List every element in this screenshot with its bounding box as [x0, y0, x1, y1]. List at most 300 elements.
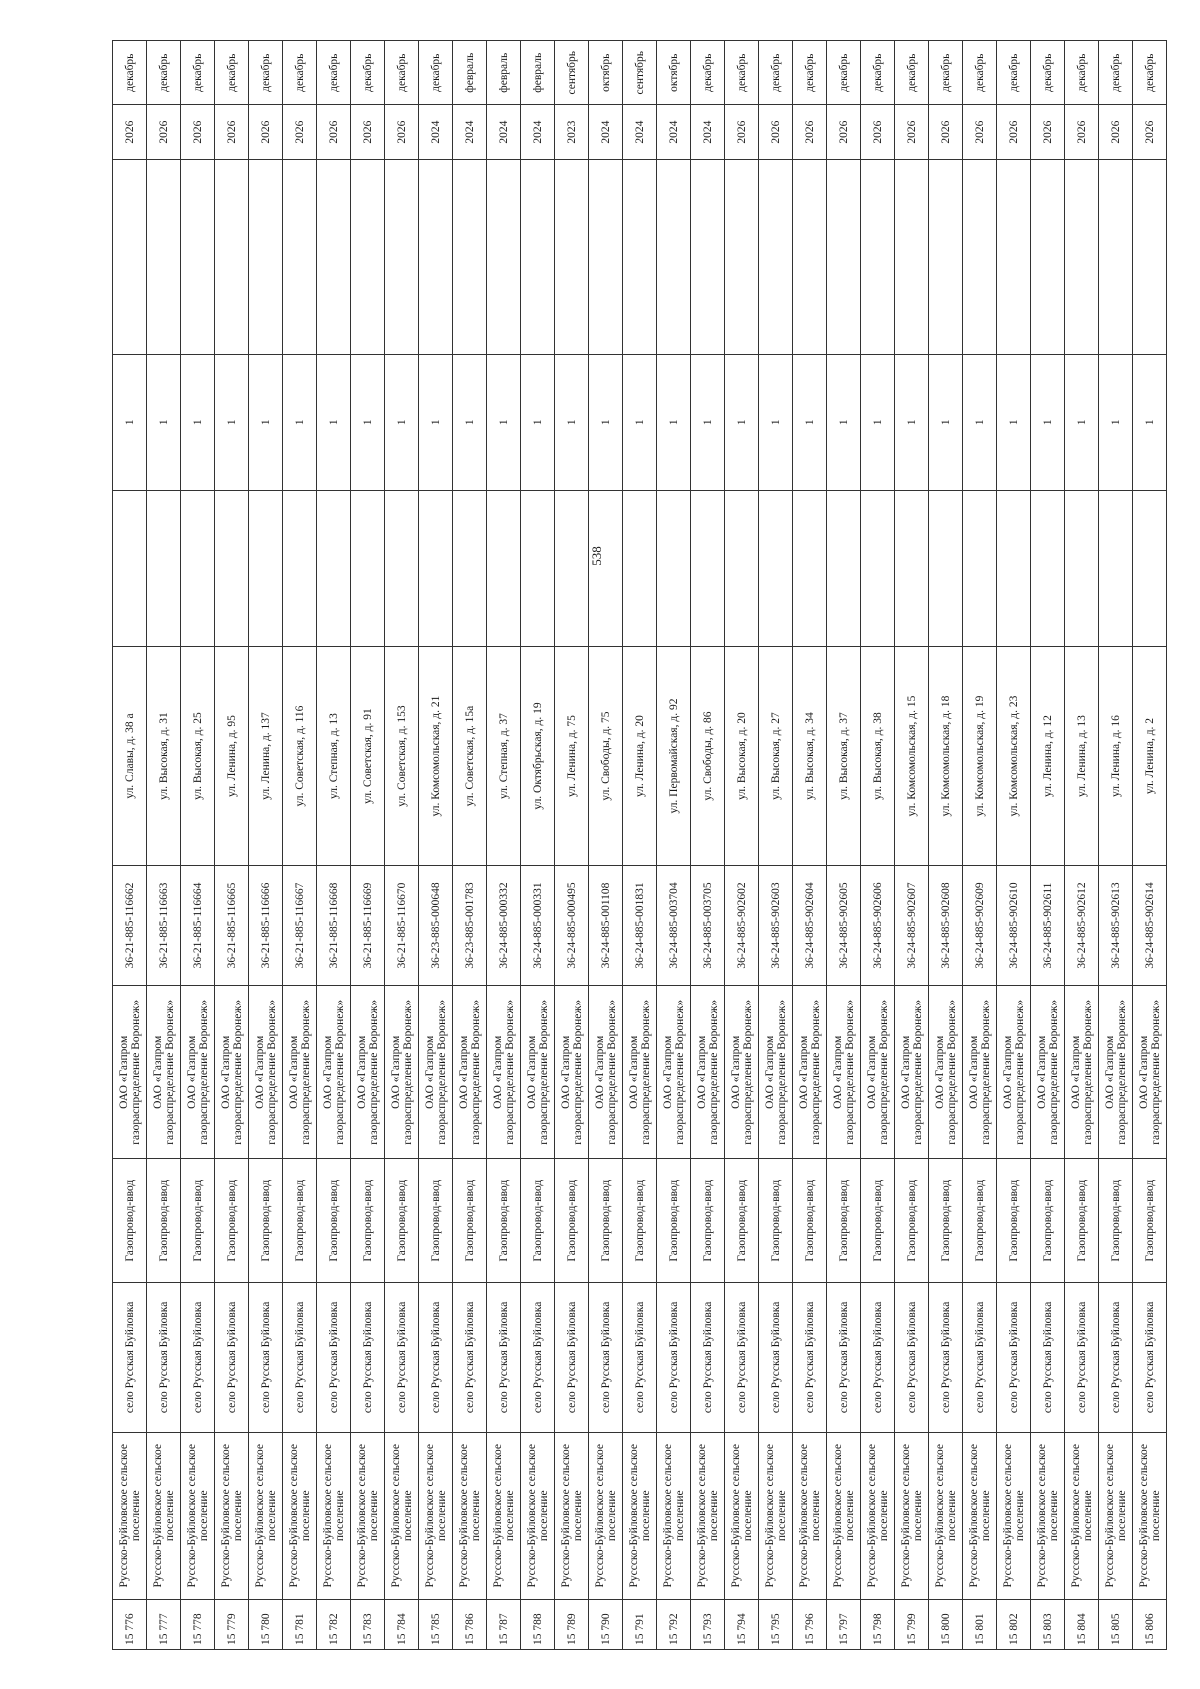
cell-address: ул. Высокая, д. 31 — [147, 647, 181, 865]
cell-address: ул. Ленина, д. 20 — [623, 647, 657, 865]
cell-municipality: Руссско-Буйловское сельское поселение — [385, 1432, 419, 1599]
cell-num: 15 795 — [759, 1599, 793, 1649]
cell-month: декабрь — [1031, 41, 1065, 105]
cell-year: 2024 — [623, 105, 657, 159]
cell-cadastral-number: 36-24-885-003705 — [691, 865, 725, 986]
cell-blank — [113, 490, 147, 647]
cell-num: 15 787 — [487, 1599, 521, 1649]
cell-blank — [181, 490, 215, 647]
cell-address: ул. Октябрьская, д. 19 — [521, 647, 555, 865]
cell-settlement: село Русская Буйловка — [351, 1282, 385, 1432]
cell-year: 2026 — [929, 105, 963, 159]
cell-year: 2024 — [453, 105, 487, 159]
cell-year: 2024 — [521, 105, 555, 159]
cell-address: ул. Высокая, д. 27 — [759, 647, 793, 865]
cell-settlement: село Русская Буйловка — [317, 1282, 351, 1432]
cell-settlement: село Русская Буйловка — [453, 1282, 487, 1432]
cell-owner: ОАО «Газпром газораспределение Воронеж» — [181, 986, 215, 1159]
cell-blank2 — [351, 159, 385, 354]
cell-address: ул. Советская, д. 91 — [351, 647, 385, 865]
cell-municipality: Руссско-Буйловское сельское поселение — [793, 1432, 827, 1599]
cell-address: ул. Комсомольская, д. 21 — [419, 647, 453, 865]
cell-settlement: село Русская Буйловка — [215, 1282, 249, 1432]
cell-address: ул. Первомайская, д. 92 — [657, 647, 691, 865]
cell-cadastral-number: 36-24-885-902608 — [929, 865, 963, 986]
cell-settlement: село Русская Буйловка — [113, 1282, 147, 1432]
cell-object-type: Газопровод-ввод — [181, 1159, 215, 1283]
cell-month: декабрь — [419, 41, 453, 105]
cell-month: декабрь — [317, 41, 351, 105]
cell-cadastral-number: 36-24-885-902611 — [1031, 865, 1065, 986]
cell-year: 2026 — [1099, 105, 1133, 159]
cell-quantity: 1 — [317, 354, 351, 490]
cell-object-type: Газопровод-ввод — [861, 1159, 895, 1283]
cell-num: 15 793 — [691, 1599, 725, 1649]
cell-cadastral-number: 36-24-885-000495 — [555, 865, 589, 986]
cell-blank2 — [181, 159, 215, 354]
cell-cadastral-number: 36-24-885-902603 — [759, 865, 793, 986]
cell-num: 15 794 — [725, 1599, 759, 1649]
cell-blank2 — [759, 159, 793, 354]
cell-address: ул. Высокая, д. 38 — [861, 647, 895, 865]
cell-year: 2026 — [827, 105, 861, 159]
cell-municipality: Руссско-Буйловское сельское поселение — [929, 1432, 963, 1599]
table-row — [215, 41, 249, 1650]
cell-cadastral-number: 36-21-885-116667 — [283, 865, 317, 986]
cell-year: 2026 — [1065, 105, 1099, 159]
cell-blank2 — [487, 159, 521, 354]
cell-address: ул. Советская, д. 116 — [283, 647, 317, 865]
cell-owner: ОАО «Газпром газораспределение Воронеж» — [657, 986, 691, 1159]
table-row — [521, 41, 555, 1650]
cell-quantity: 1 — [725, 354, 759, 490]
cell-owner: ОАО «Газпром газораспределение Воронеж» — [1133, 986, 1167, 1159]
cell-month: декабрь — [249, 41, 283, 105]
cell-year: 2026 — [1133, 105, 1167, 159]
table-body — [113, 41, 1167, 1650]
cell-blank2 — [623, 159, 657, 354]
cell-month: октябрь — [589, 41, 623, 105]
table-row — [657, 41, 691, 1650]
cell-blank2 — [215, 159, 249, 354]
cell-municipality: Руссско-Буйловское сельское поселение — [453, 1432, 487, 1599]
cell-blank — [1133, 490, 1167, 647]
cell-settlement: село Русская Буйловка — [147, 1282, 181, 1432]
cell-cadastral-number: 36-21-885-116665 — [215, 865, 249, 986]
cell-blank2 — [589, 159, 623, 354]
cell-blank2 — [657, 159, 691, 354]
page-number: 538 — [588, 546, 604, 566]
cell-object-type: Газопровод-ввод — [895, 1159, 929, 1283]
cell-blank — [453, 490, 487, 647]
cell-cadastral-number: 36-24-885-902609 — [963, 865, 997, 986]
cell-municipality: Руссско-Буйловское сельское поселение — [147, 1432, 181, 1599]
cell-object-type: Газопровод-ввод — [793, 1159, 827, 1283]
cell-quantity: 1 — [691, 354, 725, 490]
cell-address: ул. Высокая, д. 34 — [793, 647, 827, 865]
cell-object-type: Газопровод-ввод — [623, 1159, 657, 1283]
cell-blank2 — [1065, 159, 1099, 354]
cell-month: октябрь — [657, 41, 691, 105]
cell-year: 2026 — [249, 105, 283, 159]
cell-owner: ОАО «Газпром газораспределение Воронеж» — [589, 986, 623, 1159]
cell-blank2 — [419, 159, 453, 354]
cell-object-type: Газопровод-ввод — [589, 1159, 623, 1283]
cell-object-type: Газопровод-ввод — [1065, 1159, 1099, 1283]
table-row — [895, 41, 929, 1650]
table-row — [419, 41, 453, 1650]
cell-blank2 — [793, 159, 827, 354]
cell-blank — [385, 490, 419, 647]
cell-year: 2026 — [1031, 105, 1065, 159]
cell-cadastral-number: 36-24-885-003704 — [657, 865, 691, 986]
cell-blank2 — [963, 159, 997, 354]
cell-quantity: 1 — [351, 354, 385, 490]
cell-settlement: село Русская Буйловка — [589, 1282, 623, 1432]
cell-owner: ОАО «Газпром газораспределение Воронеж» — [385, 986, 419, 1159]
cell-settlement: село Русская Буйловка — [385, 1282, 419, 1432]
cell-blank — [725, 490, 759, 647]
cell-month: декабрь — [861, 41, 895, 105]
cell-blank — [691, 490, 725, 647]
cell-municipality: Руссско-Буйловское сельское поселение — [181, 1432, 215, 1599]
cell-object-type: Газопровод-ввод — [1099, 1159, 1133, 1283]
cell-object-type: Газопровод-ввод — [147, 1159, 181, 1283]
table-row — [589, 41, 623, 1650]
cell-cadastral-number: 36-21-885-116662 — [113, 865, 147, 986]
cell-settlement: село Русская Буйловка — [929, 1282, 963, 1432]
table-row — [1031, 41, 1065, 1650]
cell-object-type: Газопровод-ввод — [759, 1159, 793, 1283]
cell-num: 15 791 — [623, 1599, 657, 1649]
cell-settlement: село Русская Буйловка — [555, 1282, 589, 1432]
cell-blank — [283, 490, 317, 647]
cell-address: ул. Высокая, д. 25 — [181, 647, 215, 865]
cell-settlement: село Русская Буйловка — [283, 1282, 317, 1432]
cell-address: ул. Ленина, д. 12 — [1031, 647, 1065, 865]
cell-address: ул. Ленина, д. 2 — [1133, 647, 1167, 865]
cell-object-type: Газопровод-ввод — [963, 1159, 997, 1283]
cell-cadastral-number: 36-21-885-116668 — [317, 865, 351, 986]
cell-num: 15 800 — [929, 1599, 963, 1649]
cell-month: февраль — [521, 41, 555, 105]
cell-cadastral-number: 36-24-885-000332 — [487, 865, 521, 986]
cell-address: ул. Ленина, д. 137 — [249, 647, 283, 865]
cell-month: декабрь — [929, 41, 963, 105]
cell-object-type: Газопровод-ввод — [351, 1159, 385, 1283]
cell-year: 2026 — [283, 105, 317, 159]
cell-num: 15 776 — [113, 1599, 147, 1649]
cell-object-type: Газопровод-ввод — [521, 1159, 555, 1283]
cell-object-type: Газопровод-ввод — [113, 1159, 147, 1283]
cell-month: декабрь — [827, 41, 861, 105]
registry-table — [112, 40, 1167, 1650]
cell-num: 15 806 — [1133, 1599, 1167, 1649]
cell-blank — [1031, 490, 1065, 647]
cell-address: ул. Советская, д. 15а — [453, 647, 487, 865]
cell-month: декабрь — [385, 41, 419, 105]
cell-blank2 — [725, 159, 759, 354]
cell-address: ул. Степная, д. 13 — [317, 647, 351, 865]
cell-cadastral-number: 36-21-885-116663 — [147, 865, 181, 986]
cell-settlement: село Русская Буйловка — [487, 1282, 521, 1432]
cell-cadastral-number: 36-24-885-001831 — [623, 865, 657, 986]
cell-quantity: 1 — [215, 354, 249, 490]
cell-quantity: 1 — [147, 354, 181, 490]
cell-object-type: Газопровод-ввод — [657, 1159, 691, 1283]
cell-blank — [657, 490, 691, 647]
cell-municipality: Руссско-Буйловское сельское поселение — [113, 1432, 147, 1599]
cell-municipality: Руссско-Буйловское сельское поселение — [759, 1432, 793, 1599]
cell-quantity: 1 — [113, 354, 147, 490]
cell-blank2 — [1133, 159, 1167, 354]
cell-owner: ОАО «Газпром газораспределение Воронеж» — [419, 986, 453, 1159]
cell-owner: ОАО «Газпром газораспределение Воронеж» — [453, 986, 487, 1159]
cell-municipality: Руссско-Буйловское сельское поселение — [283, 1432, 317, 1599]
cell-month: февраль — [487, 41, 521, 105]
cell-year: 2026 — [759, 105, 793, 159]
cell-settlement: село Русская Буйловка — [249, 1282, 283, 1432]
cell-num: 15 801 — [963, 1599, 997, 1649]
rotated-table-wrapper — [112, 40, 1169, 1650]
cell-owner: ОАО «Газпром газораспределение Воронеж» — [793, 986, 827, 1159]
cell-owner: ОАО «Газпром газораспределение Воронеж» — [895, 986, 929, 1159]
cell-year: 2026 — [793, 105, 827, 159]
cell-settlement: село Русская Буйловка — [963, 1282, 997, 1432]
cell-blank2 — [283, 159, 317, 354]
cell-quantity: 1 — [1099, 354, 1133, 490]
cell-cadastral-number: 36-24-885-001108 — [589, 865, 623, 986]
cell-blank2 — [521, 159, 555, 354]
cell-num: 15 783 — [351, 1599, 385, 1649]
cell-num: 15 803 — [1031, 1599, 1065, 1649]
cell-object-type: Газопровод-ввод — [419, 1159, 453, 1283]
table-row — [1099, 41, 1133, 1650]
table-row — [283, 41, 317, 1650]
cell-settlement: село Русская Буйловка — [181, 1282, 215, 1432]
cell-object-type: Газопровод-ввод — [1133, 1159, 1167, 1283]
cell-address: ул. Свободы, д. 86 — [691, 647, 725, 865]
cell-municipality: Руссско-Буйловское сельское поселение — [419, 1432, 453, 1599]
cell-municipality: Руссско-Буйловское сельское поселение — [725, 1432, 759, 1599]
cell-settlement: село Русская Буйловка — [657, 1282, 691, 1432]
cell-owner: ОАО «Газпром газораспределение Воронеж» — [1099, 986, 1133, 1159]
table-row — [623, 41, 657, 1650]
cell-quantity: 1 — [997, 354, 1031, 490]
cell-month: декабрь — [113, 41, 147, 105]
cell-num: 15 805 — [1099, 1599, 1133, 1649]
cell-year: 2026 — [351, 105, 385, 159]
cell-cadastral-number: 36-24-885-902612 — [1065, 865, 1099, 986]
cell-quantity: 1 — [793, 354, 827, 490]
cell-address: ул. Степная, д. 37 — [487, 647, 521, 865]
cell-cadastral-number: 36-24-885-902602 — [725, 865, 759, 986]
cell-num: 15 788 — [521, 1599, 555, 1649]
cell-owner: ОАО «Газпром газораспределение Воронеж» — [1065, 986, 1099, 1159]
cell-quantity: 1 — [895, 354, 929, 490]
cell-year: 2026 — [725, 105, 759, 159]
cell-num: 15 779 — [215, 1599, 249, 1649]
cell-object-type: Газопровод-ввод — [725, 1159, 759, 1283]
cell-num: 15 792 — [657, 1599, 691, 1649]
table-row — [827, 41, 861, 1650]
table-row — [453, 41, 487, 1650]
cell-object-type: Газопровод-ввод — [385, 1159, 419, 1283]
cell-object-type: Газопровод-ввод — [929, 1159, 963, 1283]
cell-month: февраль — [453, 41, 487, 105]
cell-num: 15 778 — [181, 1599, 215, 1649]
cell-month: декабрь — [1133, 41, 1167, 105]
cell-cadastral-number: 36-23-885-000648 — [419, 865, 453, 986]
cell-num: 15 780 — [249, 1599, 283, 1649]
cell-blank — [487, 490, 521, 647]
cell-blank — [589, 490, 623, 647]
cell-owner: ОАО «Газпром газораспределение Воронеж» — [555, 986, 589, 1159]
cell-year: 2026 — [997, 105, 1031, 159]
cell-owner: ОАО «Газпром газораспределение Воронеж» — [215, 986, 249, 1159]
cell-owner: ОАО «Газпром газораспределение Воронеж» — [623, 986, 657, 1159]
cell-municipality: Руссско-Буйловское сельское поселение — [215, 1432, 249, 1599]
cell-blank2 — [1031, 159, 1065, 354]
cell-month: декабрь — [147, 41, 181, 105]
cell-quantity: 1 — [1133, 354, 1167, 490]
cell-municipality: Руссско-Буйловское сельское поселение — [1065, 1432, 1099, 1599]
cell-municipality: Руссско-Буйловское сельское поселение — [895, 1432, 929, 1599]
cell-blank2 — [453, 159, 487, 354]
cell-blank2 — [929, 159, 963, 354]
cell-quantity: 1 — [759, 354, 793, 490]
table-row — [725, 41, 759, 1650]
table-row — [691, 41, 725, 1650]
cell-cadastral-number: 36-21-885-116666 — [249, 865, 283, 986]
cell-owner: ОАО «Газпром газораспределение Воронеж» — [929, 986, 963, 1159]
cell-municipality: Руссско-Буйловское сельское поселение — [487, 1432, 521, 1599]
cell-cadastral-number: 36-21-885-116664 — [181, 865, 215, 986]
table-row — [997, 41, 1031, 1650]
cell-blank — [215, 490, 249, 647]
cell-municipality: Руссско-Буйловское сельское поселение — [1133, 1432, 1167, 1599]
cell-blank2 — [861, 159, 895, 354]
cell-address: ул. Славы, д. 38 а — [113, 647, 147, 865]
cell-num: 15 790 — [589, 1599, 623, 1649]
cell-month: декабрь — [181, 41, 215, 105]
cell-month: декабрь — [759, 41, 793, 105]
table-row — [385, 41, 419, 1650]
cell-num: 15 797 — [827, 1599, 861, 1649]
table-row — [351, 41, 385, 1650]
cell-blank — [929, 490, 963, 647]
cell-owner: ОАО «Газпром газораспределение Воронеж» — [317, 986, 351, 1159]
cell-quantity: 1 — [283, 354, 317, 490]
cell-blank2 — [555, 159, 589, 354]
cell-settlement: село Русская Буйловка — [1099, 1282, 1133, 1432]
cell-num: 15 784 — [385, 1599, 419, 1649]
cell-blank2 — [1099, 159, 1133, 354]
cell-address: ул. Комсомольская, д. 23 — [997, 647, 1031, 865]
cell-num: 15 799 — [895, 1599, 929, 1649]
cell-municipality: Руссско-Буйловское сельское поселение — [1099, 1432, 1133, 1599]
cell-quantity: 1 — [1031, 354, 1065, 490]
cell-num: 15 777 — [147, 1599, 181, 1649]
cell-year: 2024 — [487, 105, 521, 159]
cell-object-type: Газопровод-ввод — [215, 1159, 249, 1283]
cell-object-type: Газопровод-ввод — [317, 1159, 351, 1283]
cell-year: 2026 — [215, 105, 249, 159]
cell-year: 2024 — [419, 105, 453, 159]
cell-num: 15 796 — [793, 1599, 827, 1649]
cell-quantity: 1 — [861, 354, 895, 490]
cell-num: 15 802 — [997, 1599, 1031, 1649]
cell-quantity: 1 — [521, 354, 555, 490]
cell-blank — [895, 490, 929, 647]
cell-month: сентябрь — [555, 41, 589, 105]
cell-blank2 — [249, 159, 283, 354]
cell-blank — [827, 490, 861, 647]
cell-cadastral-number: 36-24-885-902613 — [1099, 865, 1133, 986]
cell-month: декабрь — [793, 41, 827, 105]
cell-owner: ОАО «Газпром газораспределение Воронеж» — [147, 986, 181, 1159]
cell-blank — [351, 490, 385, 647]
cell-cadastral-number: 36-24-885-902606 — [861, 865, 895, 986]
cell-municipality: Руссско-Буйловское сельское поселение — [317, 1432, 351, 1599]
cell-object-type: Газопровод-ввод — [283, 1159, 317, 1283]
cell-quantity: 1 — [963, 354, 997, 490]
cell-address: ул. Ленина, д. 95 — [215, 647, 249, 865]
cell-blank2 — [997, 159, 1031, 354]
cell-address: ул. Высокая, д. 20 — [725, 647, 759, 865]
cell-address: ул. Высокая, д. 37 — [827, 647, 861, 865]
cell-year: 2026 — [147, 105, 181, 159]
cell-address: ул. Комсомольская, д. 19 — [963, 647, 997, 865]
table-row — [759, 41, 793, 1650]
cell-settlement: село Русская Буйловка — [521, 1282, 555, 1432]
cell-owner: ОАО «Газпром газораспределение Воронеж» — [963, 986, 997, 1159]
cell-cadastral-number: 36-24-885-902610 — [997, 865, 1031, 986]
cell-quantity: 1 — [623, 354, 657, 490]
cell-cadastral-number: 36-24-885-902604 — [793, 865, 827, 986]
cell-blank2 — [827, 159, 861, 354]
cell-settlement: село Русская Буйловка — [997, 1282, 1031, 1432]
cell-num: 15 798 — [861, 1599, 895, 1649]
cell-quantity: 1 — [181, 354, 215, 490]
cell-quantity: 1 — [1065, 354, 1099, 490]
cell-year: 2026 — [317, 105, 351, 159]
cell-year: 2024 — [657, 105, 691, 159]
cell-quantity: 1 — [419, 354, 453, 490]
cell-object-type: Газопровод-ввод — [487, 1159, 521, 1283]
cell-blank2 — [691, 159, 725, 354]
cell-object-type: Газопровод-ввод — [249, 1159, 283, 1283]
cell-cadastral-number: 36-24-885-902605 — [827, 865, 861, 986]
cell-settlement: село Русская Буйловка — [1133, 1282, 1167, 1432]
cell-quantity: 1 — [487, 354, 521, 490]
cell-owner: ОАО «Газпром газораспределение Воронеж» — [997, 986, 1031, 1159]
cell-object-type: Газопровод-ввод — [997, 1159, 1031, 1283]
cell-blank — [249, 490, 283, 647]
table-row — [249, 41, 283, 1650]
cell-month: декабрь — [1099, 41, 1133, 105]
cell-month: декабрь — [283, 41, 317, 105]
cell-address: ул. Ленина, д. 16 — [1099, 647, 1133, 865]
cell-month: декабрь — [895, 41, 929, 105]
cell-blank — [521, 490, 555, 647]
cell-settlement: село Русская Буйловка — [827, 1282, 861, 1432]
cell-owner: ОАО «Газпром газораспределение Воронеж» — [759, 986, 793, 1159]
cell-quantity: 1 — [589, 354, 623, 490]
cell-owner: ОАО «Газпром газораспределение Воронеж» — [1031, 986, 1065, 1159]
cell-year: 2026 — [895, 105, 929, 159]
cell-address: ул. Ленина, д. 75 — [555, 647, 589, 865]
